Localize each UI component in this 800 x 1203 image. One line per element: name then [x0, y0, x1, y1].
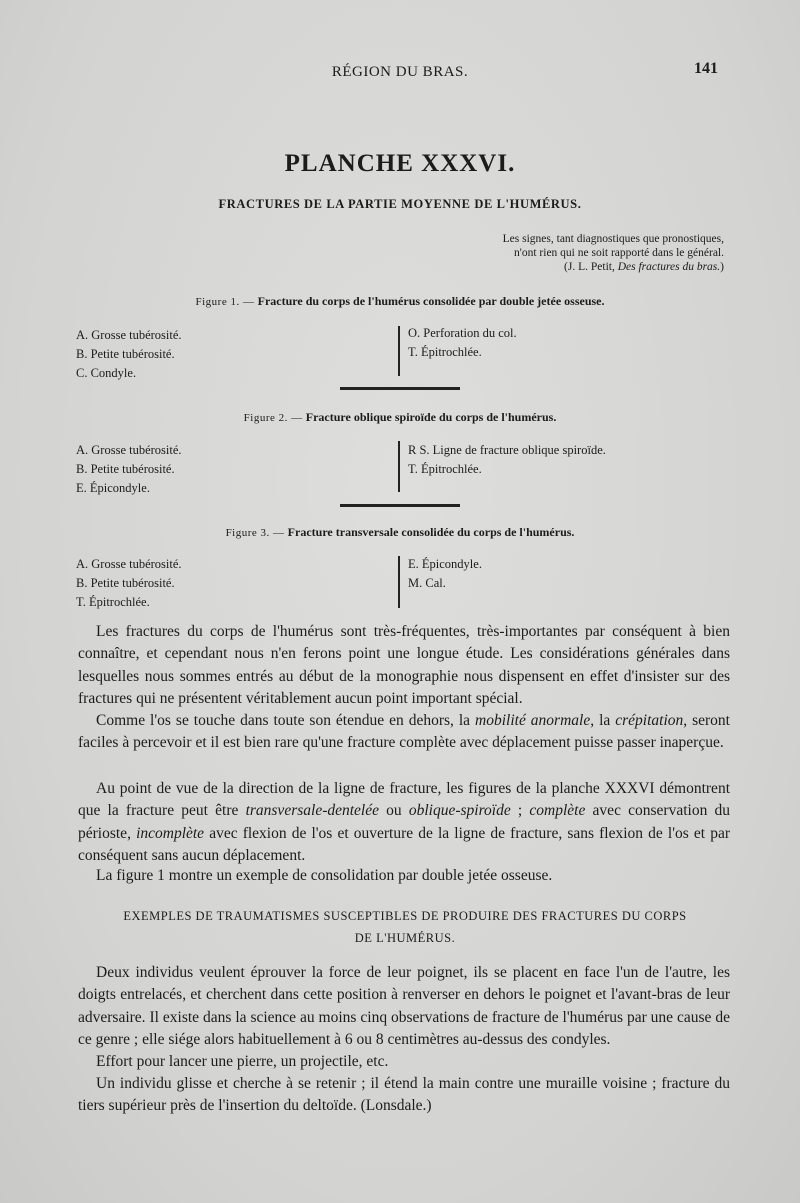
legend-divider — [398, 556, 400, 608]
example-paragraph: Deux individus veulent éprouver la force de leur poignet, ils se placent en face l'un de l'autre, les doigts entrelacés, et cherchent dans cette position à renverser en dehors le poignet et l'avant-bras de leur adversaire. Il existe dans la science au moins cinq observations de fracture de l'humérus par une cause de ce genre ; elle siége alors habituellement à 6 ou 8 centimètres au-dessus des condyles. — [78, 964, 730, 1048]
legend-item: T. Épitrochlée. — [408, 345, 482, 359]
legend-item: A. Grosse tubérosité. — [76, 443, 182, 457]
section-rule — [340, 504, 460, 507]
section-heading: EXEMPLES DE TRAUMATISMES SUSCEPTIBLES DE PRODUIRE DES FRACTURES DU CORPS DE L'HUMÉRUS. — [123, 909, 687, 945]
example-paragraph: Effort pour lancer une pierre, un projectile, etc. — [96, 1053, 389, 1070]
legend-item: C. Condyle. — [76, 366, 137, 380]
legend-divider — [398, 326, 400, 376]
legend-item: B. Petite tubérosité. — [76, 576, 175, 590]
body-paragraph: Comme l'os se touche dans toute son étendue en dehors, la mobilité anormale, la crépitation, seront faciles à percevoir et il est bien rare qu'une fracture complète avec déplacement puisse passer inaperçue. — [78, 712, 730, 752]
figure-2-legend-left — [76, 441, 182, 498]
figure-3-legend-left — [76, 555, 182, 612]
legend-item: A. Grosse tubérosité. — [76, 328, 182, 342]
page-number: 141 — [694, 60, 718, 77]
figure-1-legend-right — [408, 324, 517, 362]
figure-2-caption: Figure 2. — Fracture oblique spiroïde du corps de l'humérus. — [243, 410, 557, 424]
figure-3-caption: Figure 3. — Fracture transversale consolidée du corps de l'humérus. — [225, 525, 575, 539]
body-paragraph: La figure 1 montre un exemple de consolidation par double jetée osseuse. — [96, 867, 553, 884]
epigraph-line: Les signes, tant diagnostiques que pronostiques, — [502, 233, 724, 245]
figure-1-legend-left — [76, 326, 182, 383]
figure-2-legend-right — [408, 441, 606, 479]
body-paragraph: Au point de vue de la direction de la ligne de fracture, les figures de la planche XXXVI démontrent que la fracture peut être transversale-dentelée ou oblique-spiroïde ; complète avec conservation du périoste, incomplète avec flexion de l'os et ouverture de la ligne de fracture, sans flexion de l'os et par conséquent sans aucun déplacement. — [78, 780, 730, 864]
body-paragraph: Les fractures du corps de l'humérus sont très-fréquentes, très-importantes par conséquent à bien connaître, et cependant nous n'en ferons point une longue étude. Les considérations générales dans lesquelles nous sommes entrés au début de la monographie nous dispensent en effet d'insister sur des fractures qui ne présentent véritablement aucun point important spécial. — [78, 623, 730, 707]
example-paragraph: Un individu glisse et cherche à se retenir ; il étend la main contre une muraille voisine ; fracture du tiers supérieur près de l'insertion du deltoïde. (Lonsdale.) — [78, 1075, 730, 1115]
plate-subtitle: FRACTURES DE LA PARTIE MOYENNE DE L'HUMÉRUS. — [218, 197, 582, 211]
section-rule — [340, 387, 460, 390]
legend-item: O. Perforation du col. — [408, 326, 517, 340]
legend-item: A. Grosse tubérosité. — [76, 557, 182, 571]
epigraph — [420, 232, 724, 274]
legend-item: B. Petite tubérosité. — [76, 462, 175, 476]
epigraph-source: (J. L. Petit, Des fractures du bras.) — [564, 261, 724, 273]
legend-item: E. Épicondyle. — [408, 557, 482, 571]
legend-item: T. Épitrochlée. — [76, 595, 150, 609]
legend-item: R S. Ligne de fracture oblique spiroïde. — [408, 443, 606, 457]
legend-item: M. Cal. — [408, 576, 446, 590]
legend-divider — [398, 441, 400, 492]
figure-3-legend-right — [408, 555, 482, 593]
epigraph-line: n'ont rien qui ne soit rapporté dans le général. — [514, 247, 724, 259]
plate-title: PLANCHE XXXVI. — [284, 150, 516, 177]
running-head: RÉGION DU BRAS. — [331, 64, 469, 80]
legend-item: T. Épitrochlée. — [408, 462, 482, 476]
figure-1-caption: Figure 1. — Fracture du corps de l'humérus consolidée par double jetée osseuse. — [195, 294, 605, 308]
legend-item: E. Épicondyle. — [76, 481, 150, 495]
legend-item: B. Petite tubérosité. — [76, 347, 175, 361]
